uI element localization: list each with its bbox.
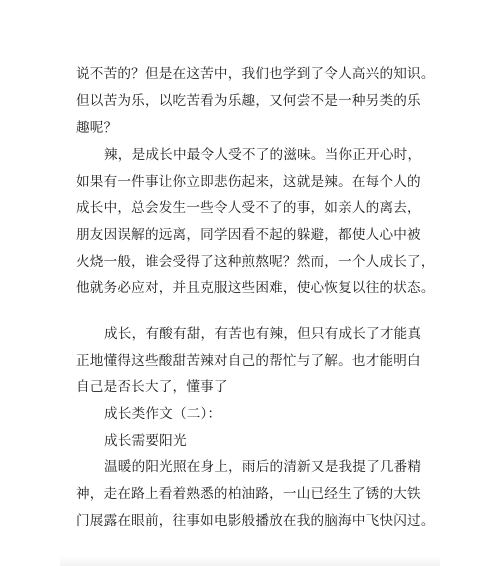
text-line: 成长中，总会发生一些令人受不了的事，如亲人的离去， bbox=[76, 200, 421, 216]
text-line: 他就务必应对，并且克服这些困难，使心恢复以往的状态。 bbox=[76, 280, 435, 296]
section-heading: 成长类作文（二）： bbox=[104, 406, 222, 422]
text-line: 温暖的阳光照在身上，雨后的清新又是我提了几番精 bbox=[104, 459, 422, 475]
text-line: 正地懂得这些酸甜苦辣对自己的帮忙与了解。也才能明白 bbox=[76, 353, 421, 369]
text-line: 说不苦的？但是在这苦中，我们也学到了令人高兴的知识。 bbox=[76, 66, 435, 82]
text-line: 辣，是成长中最令人受不了的滋味。当你正开心时， bbox=[104, 147, 422, 163]
page-bottom-shadow bbox=[60, 556, 440, 566]
text-line: 神，走在路上看着熟悉的柏油路，一山已经生了锈的大铁 bbox=[76, 486, 421, 502]
text-line: 但以苦为乐，以吃苦看为乐趣，又何尝不是一种另类的乐 bbox=[76, 93, 421, 109]
essay-title: 成长需要阳光 bbox=[104, 433, 187, 449]
text-line: 自己是否长大了，懂事了 bbox=[76, 379, 228, 395]
text-line: 趣呢？ bbox=[76, 120, 118, 136]
text-line: 成长，有酸有甜，有苦也有辣，但只有成长了才能真 bbox=[104, 326, 422, 342]
text-line: 朋友因误解的远离，同学因看不起的躲避，都使人心中被 bbox=[76, 227, 421, 243]
text-line: 门展露在眼前，往事如电影般播放在我的脑海中飞快闪过。 bbox=[76, 513, 435, 529]
text-line: 如果有一件事让你立即悲伤起来，这就是辣。在每个人的 bbox=[76, 174, 421, 190]
text-line: 火烧一般，谁会受得了这种煎熬呢？然而，一个人成长了， bbox=[76, 254, 435, 270]
